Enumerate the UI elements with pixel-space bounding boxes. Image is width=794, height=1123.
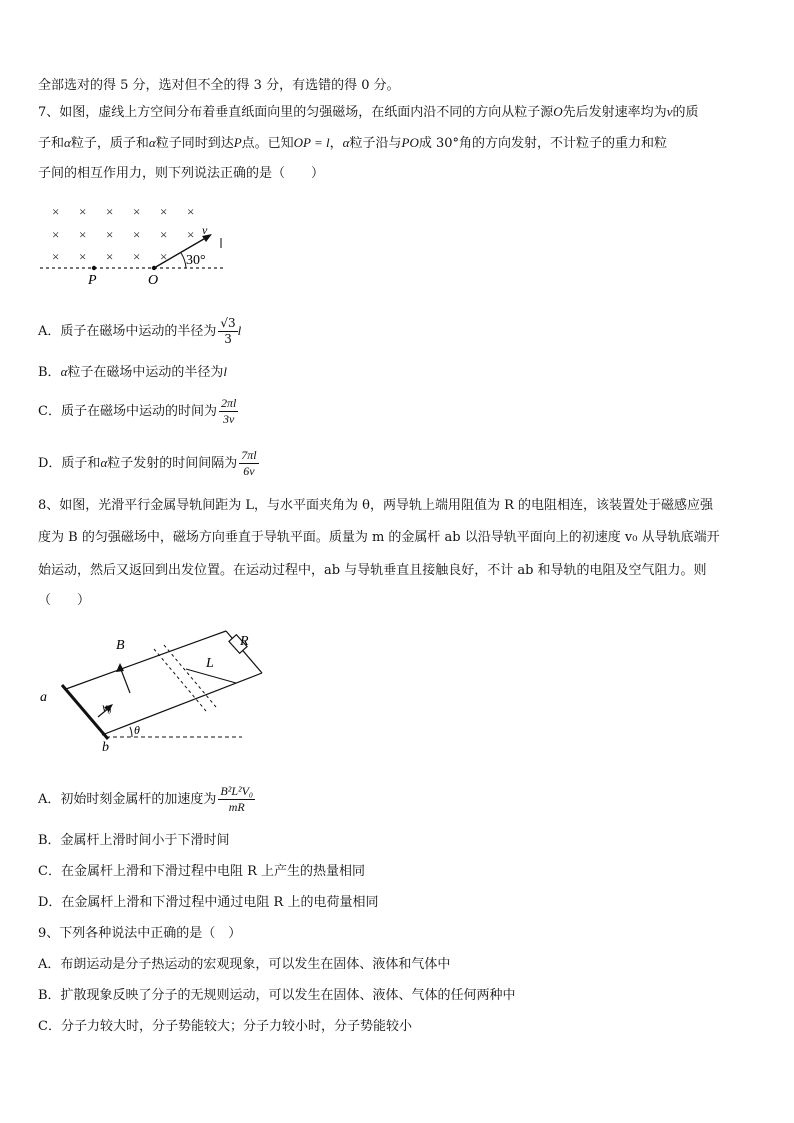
q8-option-d: D．在金属杆上滑和下滑过程中通过电阻 R 上的电荷量相同: [38, 895, 379, 910]
fraction-numerator: 7πl: [241, 448, 257, 462]
q7-text: ，: [329, 136, 343, 151]
field-cross: ×: [106, 227, 114, 242]
q9-option-c: C．分子力较大时，分子势能较大；分子力较小时，分子势能较小: [38, 1019, 412, 1034]
q8-stem-line-3: 始运动，然后又返回到出发位置。在运动过程中，ab 与导轨垂直且接触良好，不计 ab 和导轨的电阻及空气阻力。则: [38, 563, 707, 578]
q7-text: 的质: [672, 105, 699, 120]
field-cross: ×: [187, 204, 195, 219]
q7-magnetic-field-figure: [36, 198, 236, 290]
option-symbol: α: [100, 455, 108, 470]
field-cross: ×: [160, 227, 168, 242]
option-text: D．质子和: [38, 456, 101, 471]
q7-text: 粒子，质子和: [70, 136, 149, 151]
O-label: O: [148, 273, 159, 288]
q7-symbol-O: O: [553, 104, 563, 119]
q7-text: 点。已知: [241, 136, 294, 151]
fraction-numerator: B²L²V₀: [220, 784, 254, 798]
q7-text: 子和: [38, 136, 65, 151]
option-text: A．质子在磁场中运动的半径为: [38, 324, 217, 339]
q7-symbol-P: P: [233, 135, 242, 150]
fraction: [218, 316, 237, 347]
fraction: [219, 396, 238, 427]
fraction-denominator: 6v: [243, 464, 255, 478]
q7-symbol-alpha: α: [148, 135, 156, 150]
q7-stem-line-1: [38, 103, 758, 122]
field-cross: ×: [52, 227, 60, 242]
q7-text: 7、如图，虚线上方空间分布着垂直纸面向里的匀强磁场，在纸面内沿不同的方向从粒子源: [38, 105, 554, 120]
q7-option-a: [38, 316, 758, 347]
option-text: 粒子发射的时间间隔为: [107, 456, 238, 471]
fraction-denominator: 3: [224, 332, 232, 346]
field-cross: ×: [106, 204, 114, 219]
b-label: b: [102, 740, 109, 755]
q7-option-b: [38, 363, 758, 382]
B-label: B: [116, 638, 125, 653]
theta-label: θ: [134, 723, 140, 737]
theta-arc: [130, 727, 132, 737]
q7-symbol-v: v: [666, 104, 673, 119]
field-cross: ×: [52, 249, 60, 264]
option-text: A．初始时刻金属杆的加速度为: [38, 792, 217, 807]
q9-stem: 9、下列各种说法中正确的是（ ）: [38, 926, 242, 941]
point-P: [92, 266, 96, 270]
L-label: L: [206, 656, 214, 671]
option-symbol: l: [223, 364, 228, 379]
rail-upper: [66, 631, 226, 689]
q7-symbol-alpha: α: [342, 135, 350, 150]
fraction: [218, 784, 255, 815]
boundary-dash-2: [164, 645, 216, 707]
q8-stem-line-2: 度为 B 的匀强磁场中，磁场方向垂直于导轨平面。质量为 m 的金属杆 ab 以沿导轨平面向上的初速度 v₀ 从导轨底端开: [38, 530, 720, 545]
q8-incline-rails-figure: [36, 627, 266, 755]
fraction-denominator: mR: [228, 800, 245, 814]
q7-text: 先后发射速率均为: [562, 105, 667, 120]
fraction-numerator: 2πl: [220, 396, 237, 410]
q8-option-b: B．金属杆上滑时间小于下滑时间: [38, 833, 230, 848]
q8-option-c: C．在金属杆上滑和下滑过程中电阻 R 上产生的热量相同: [38, 864, 365, 879]
q7-symbol-alpha: α: [64, 135, 71, 150]
field-cross: ×: [79, 249, 87, 264]
q7-stem-line-2: [38, 134, 758, 153]
B-arrowhead: [116, 663, 124, 672]
option-text: C．质子在磁场中运动的时间为: [38, 404, 217, 419]
boundary-dash-1: [154, 649, 206, 711]
q8-option-a: [38, 784, 758, 815]
field-cross: ×: [133, 204, 141, 219]
q7-option-c: [38, 396, 758, 427]
field-cross: ×: [133, 249, 141, 264]
fraction: [239, 448, 258, 479]
field-cross: ×: [52, 204, 60, 219]
q7-text: 成 30°角的方向发射，不计粒子的重力和粒: [418, 136, 668, 151]
R-label: R: [240, 634, 249, 649]
q7-text: 粒子同时到达: [155, 136, 234, 151]
a-label: a: [40, 690, 47, 705]
q7-option-d: [38, 448, 758, 479]
option-text: 粒子在磁场中运动的半径为: [67, 365, 224, 380]
field-cross: ×: [160, 204, 168, 219]
scoring-note: 全部选对的得 5 分，选对但不全的得 3 分，有选错的得 0 分。: [38, 78, 400, 93]
option-symbol: α: [60, 364, 68, 379]
v-label: v: [202, 223, 208, 237]
q7-symbol-PO: PO: [401, 135, 419, 150]
q7-equation: OP = l: [293, 135, 330, 150]
P-label: P: [88, 273, 97, 288]
q7-stem-line-3: 子间的相互作用力，则下列说法正确的是（ ）: [38, 166, 325, 181]
field-cross: ×: [187, 227, 195, 242]
field-cross: ×: [79, 227, 87, 242]
field-cross: ×: [106, 249, 114, 264]
option-label: B．: [38, 365, 61, 380]
q9-option-a: A．布朗运动是分子热运动的宏观现象，可以发生在固体、液体和气体中: [38, 957, 451, 972]
field-cross: ×: [79, 204, 87, 219]
field-cross: ×: [160, 249, 168, 264]
q8-stem-line-1: 8、如图，光滑平行金属导轨间距为 L，与水平面夹角为 θ，两导轨上端用阻值为 R 的电阻相连，该装置处于磁感应强: [38, 498, 714, 513]
q7-text: 粒子沿与: [349, 136, 402, 151]
option-symbol: l: [237, 323, 242, 338]
angle-label: 30°: [186, 253, 206, 268]
v0-label: v₀: [102, 700, 112, 714]
q8-stem-line-4: （ ）: [38, 593, 91, 608]
fraction-numerator: √3: [220, 316, 236, 330]
q9-option-b: B．扩散现象反映了分子的无规则运动，可以发生在固体、液体、气体的任何两种中: [38, 988, 516, 1003]
fraction-denominator: 3v: [222, 412, 235, 426]
L-dimension: [186, 669, 236, 683]
field-cross: ×: [133, 227, 141, 242]
